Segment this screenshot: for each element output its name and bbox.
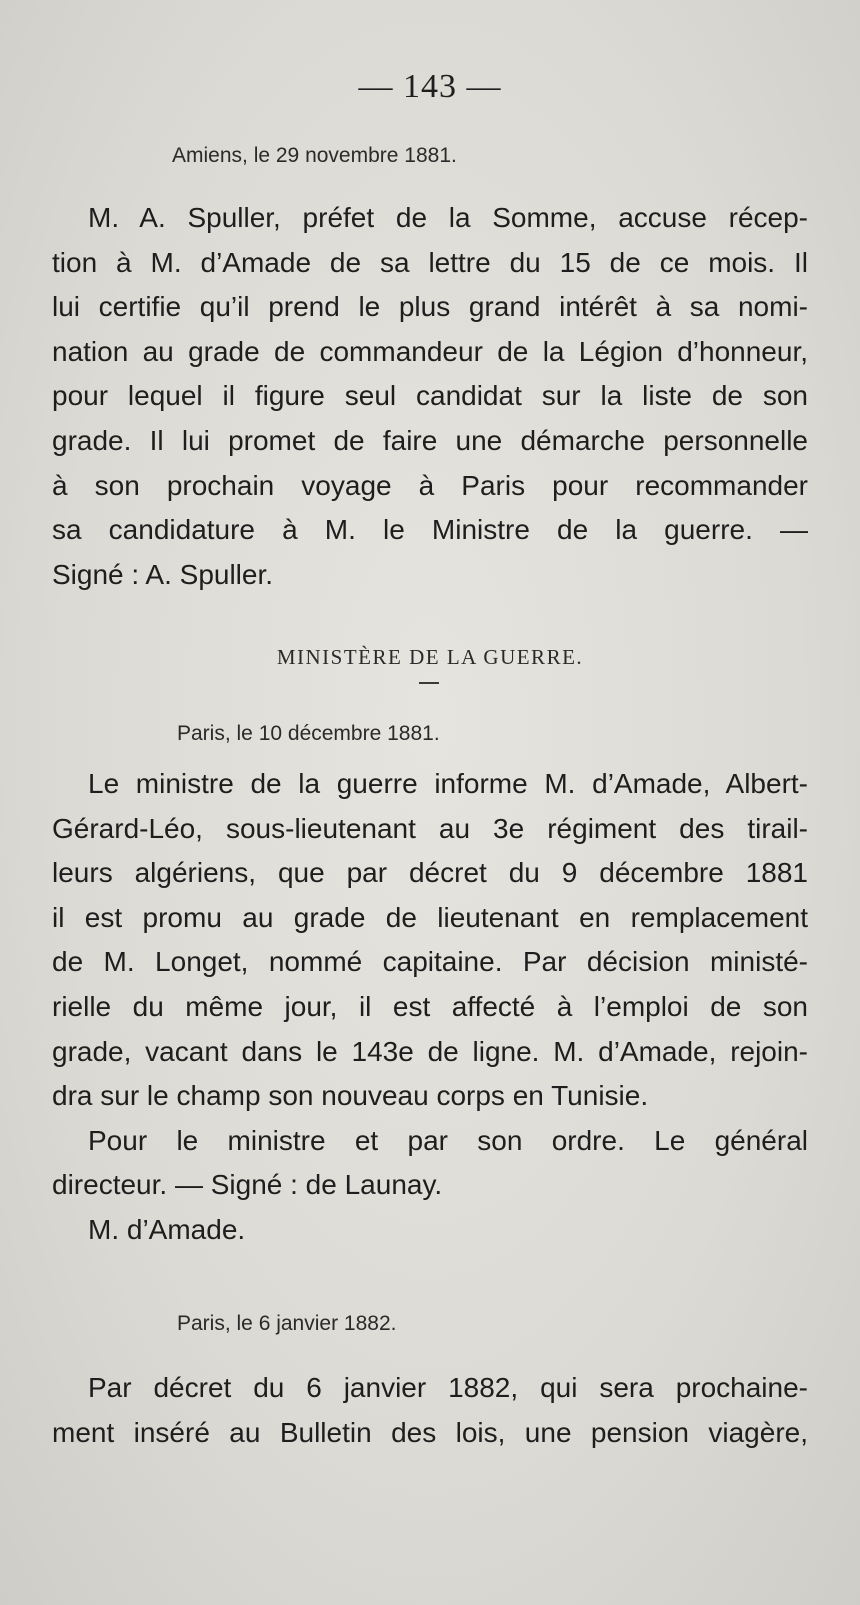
text-line: directeur. — Signé : de Launay. bbox=[52, 1169, 443, 1201]
text-line: rielle du même jour, il est affecté à l’emploi de son bbox=[52, 990, 808, 1022]
section-heading: MINISTÈRE DE LA GUERRE. bbox=[276, 645, 584, 669]
text-line: nation au grade de commandeur de la Légion d’honneur, bbox=[52, 335, 808, 367]
text-line: grade, vacant dans le 143e de ligne. M. d’Amade, rejoin- bbox=[52, 1035, 808, 1067]
text-line: leurs algériens, que par décret du 9 décembre 1881 bbox=[52, 857, 808, 889]
dateline-paris-1882: Paris, le 6 janvier 1882. bbox=[177, 1312, 397, 1335]
text-line: Pour le ministre et par son ordre. Le général bbox=[88, 1124, 808, 1156]
text-line: ment inséré au Bulletin des lois, une pension viagère, bbox=[52, 1416, 808, 1448]
dateline-amiens: Amiens, le 29 novembre 1881. bbox=[172, 144, 457, 167]
letter-ministre bbox=[52, 762, 808, 1253]
text-line: M. d’Amade. bbox=[88, 1213, 246, 1245]
dateline-paris-1881: Paris, le 10 décembre 1881. bbox=[177, 722, 440, 745]
text-line: à son prochain voyage à Paris pour recommander bbox=[52, 469, 808, 501]
page-number: — 143 — bbox=[358, 68, 502, 105]
text-line: grade. Il lui promet de faire une démarche personnelle bbox=[52, 424, 808, 456]
text-line: tion à M. d’Amade de sa lettre du 15 de ce mois. Il bbox=[52, 246, 808, 278]
text-line: Par décret du 6 janvier 1882, qui sera prochaine- bbox=[88, 1372, 808, 1403]
text-line: Gérard-Léo, sous-lieutenant au 3e régiment des tirail- bbox=[52, 812, 808, 844]
text-line: M. A. Spuller, préfet de la Somme, accuse récep- bbox=[88, 202, 808, 233]
text-line: lui certifie qu’il prend le plus grand intérêt à sa nomi- bbox=[52, 291, 808, 323]
letter-spuller bbox=[52, 196, 808, 597]
text-line: il est promu au grade de lieutenant en remplacement bbox=[52, 901, 808, 933]
text-line: dra sur le champ son nouveau corps en Tunisie. bbox=[52, 1080, 649, 1112]
text-line: Le ministre de la guerre informe M. d’Amade, Albert- bbox=[88, 768, 808, 799]
text-line: pour lequel il figure seul candidat sur la liste de son bbox=[52, 380, 808, 412]
decree-text bbox=[52, 1366, 808, 1455]
text-line: de M. Longet, nommé capitaine. Par décision ministé- bbox=[52, 946, 808, 978]
heading-rule bbox=[419, 682, 439, 684]
text-line: Signé : A. Spuller. bbox=[52, 558, 274, 590]
text-line: sa candidature à M. le Ministre de la guerre. — bbox=[52, 514, 808, 546]
